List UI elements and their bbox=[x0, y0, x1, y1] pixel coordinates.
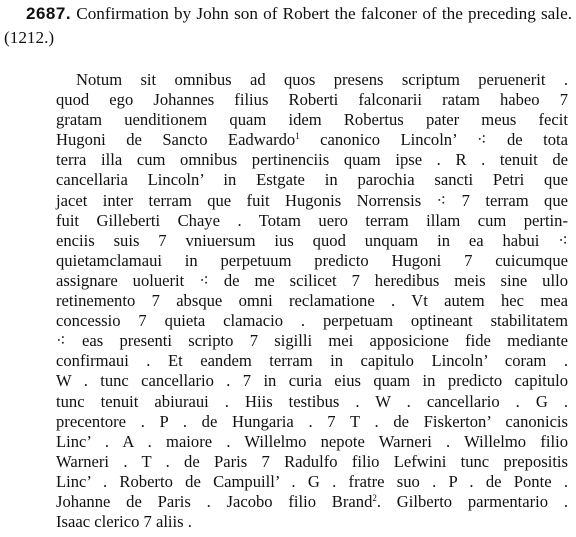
charter-text bbox=[56, 70, 568, 532]
charter-line: Notum sit omnibus ad quos presens scriptum peruenerit . bbox=[76, 70, 568, 89]
charter-line: tunc tenuit abiuraui . Hiis testibus . W . cancellario . G . bbox=[56, 391, 568, 411]
charter-heading bbox=[4, 2, 572, 50]
charter-line: Hugoni de Sancto Eadwardo$^1$ canonico Lincoln’ ⁖ de tota bbox=[56, 130, 568, 150]
charter-line: W . tunc cancellario . 7 in curia eius quam in predicto capitulo bbox=[56, 371, 568, 391]
charter-line: Warneri . T . de Paris 7 Radulfo filio Lefwini tunc prepositis bbox=[56, 451, 568, 471]
charter-line: precentore . P . de Hungaria . 7 T . de Fiskerton’ canonicis bbox=[56, 411, 568, 431]
charter-line: gratam uenditionem quam idem Robertus pater meus fecit bbox=[56, 110, 568, 130]
charter-line: fuit Gilleberti Chaye . Totam uero terram illam cum pertin- bbox=[56, 210, 568, 230]
charter-line: Isaac clerico 7 aliis . bbox=[56, 512, 192, 532]
charter-line: assignare uoluerit ⁖ de me scilicet 7 heredibus meis sine ullo bbox=[56, 270, 568, 290]
charter-line: retinemento 7 absque omni reclamatione . Vt autem hec mea bbox=[56, 291, 568, 311]
charter-line: Linc’ . Roberto de Campuill’ . G . fratre suo . P . de Ponte . bbox=[56, 471, 568, 491]
charter-line: terra illa cum omnibus pertinenciis quam ipse . R . tenuit de bbox=[56, 150, 568, 170]
charter-number: 2687. bbox=[26, 4, 72, 23]
charter-line: jacet inter terram que fuit Hugonis Norrensis ⁖ 7 terram que bbox=[56, 190, 568, 210]
charter-title: Confirmation by John son of Robert the falconer of the preceding sale. (1212.) bbox=[4, 4, 572, 47]
charter-line: enciis suis 7 vniuersum ius quod unquam in ea habui ⁖ bbox=[56, 230, 568, 250]
charter-line: confirmaui . Et eandem terram in capitulo Lincoln’ coram . bbox=[56, 351, 568, 371]
charter-line: Linc’ . A . maiore . Willelmo nepote Warneri . Willelmo filio bbox=[56, 431, 568, 451]
charter-line: cancellaria Lincoln’ in Estgate in parochia sancti Petri que bbox=[56, 170, 568, 190]
charter-line: Johanne de Paris . Jacobo filio Brand$^2$. Gilberto parmentario . bbox=[56, 491, 568, 511]
charter-line: concessio 7 quieta clamacio . perpetuam optineant stabilitatem bbox=[56, 311, 568, 331]
charter-line: quietamclamaui in perpetuum predicto Hugoni 7 cuicumque bbox=[56, 250, 568, 270]
footnote-marker: 2 bbox=[372, 492, 377, 503]
charter-line: ⁖ eas presenti scripto 7 sigilli mei apposicione fide mediante bbox=[56, 331, 568, 351]
footnote-marker: 1 bbox=[295, 131, 300, 142]
charter-line: quod ego Johannes filius Roberti falconarii ratam habeo 7 bbox=[56, 90, 568, 110]
